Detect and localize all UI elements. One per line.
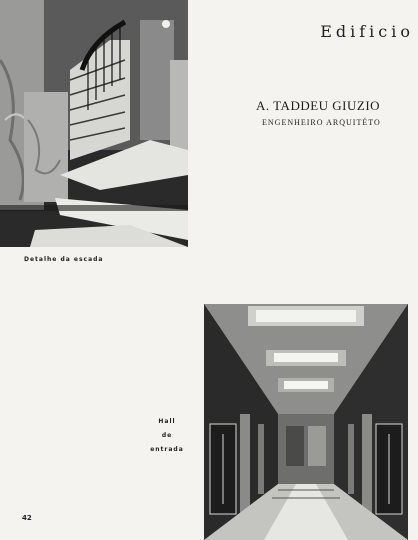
hall-caption-line-3: entrada [150,446,184,453]
architect-name: A. TADDEU GIUZIO [256,98,381,113]
page-title: Edificio [320,22,414,41]
architect-role: ENGENHEIRO ARQUITÉTO [262,118,381,127]
hall-caption-line-1: Hall [158,418,176,425]
entrance-hall-photo [204,304,408,540]
entrance-hall-illustration [204,304,408,540]
page-number: 42 [22,514,32,522]
hall-caption-line-2: de [161,432,173,439]
staircase-illustration [0,0,188,247]
staircase-photo [0,0,188,247]
staircase-caption: Detalhe da escada [24,256,104,263]
